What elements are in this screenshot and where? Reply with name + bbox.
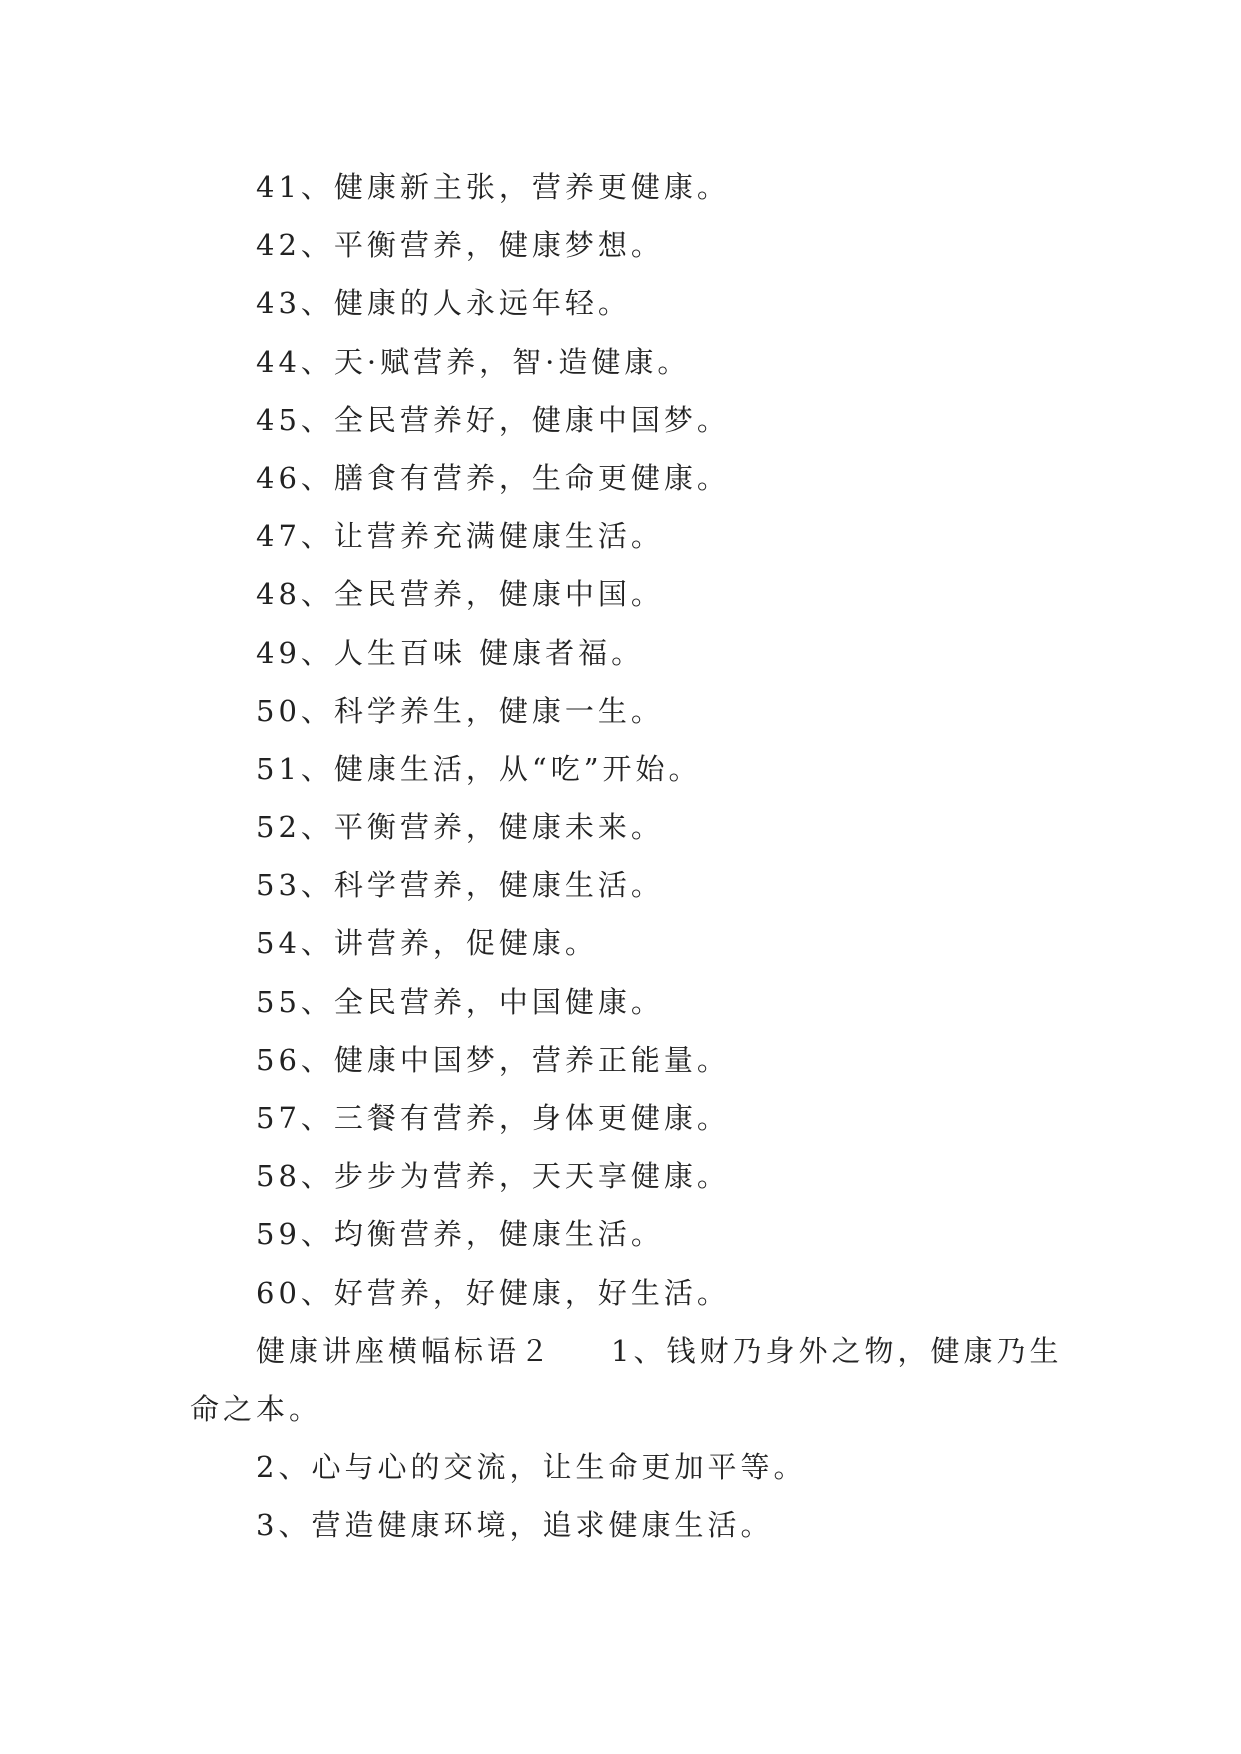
slogan-line: 49、人生百味 健康者福。	[256, 635, 645, 670]
slogan-line: 43、健康的人永远年轻。	[256, 286, 631, 321]
slogan-line: 60、好营养，好健康，好生活。	[256, 1275, 730, 1310]
document-body	[190, 158, 1065, 1555]
slogan-line: 44、天·赋营养，智·造健康。	[256, 344, 691, 379]
slogan-line: 52、平衡营养，健康未来。	[256, 810, 664, 845]
section-heading: 健康讲座横幅标语２	[256, 1333, 554, 1368]
slogan-line: 45、全民营养好，健康中国梦。	[256, 402, 730, 437]
slogan-line: 56、健康中国梦，营养正能量。	[256, 1042, 730, 1077]
slogan-line: 59、均衡营养，健康生活。	[256, 1217, 664, 1252]
slogan-line: 42、平衡营养，健康梦想。	[256, 228, 664, 263]
section-first-item: 1、钱财乃身外之物，健康乃生命之本。	[190, 1333, 1063, 1426]
slogan-line: 46、膳食有营养，生命更健康。	[256, 460, 730, 495]
section-paragraph	[190, 1322, 1065, 1438]
slogan-line: 51、健康生活，从“吃”开始。	[256, 751, 702, 786]
slogan-line: 47、让营养充满健康生活。	[256, 519, 664, 554]
slogan-line: 48、全民营养，健康中国。	[256, 577, 664, 612]
slogan-line: 57、三餐有营养，身体更健康。	[256, 1101, 730, 1135]
slogan-line: 50、科学养生，健康一生。	[256, 693, 664, 728]
slogan-line: 55、全民营养，中国健康。	[256, 984, 664, 1019]
slogan-line: 3、营造健康环境，追求健康生活。	[256, 1508, 774, 1543]
slogan-line: 41、健康新主张，营养更健康。	[256, 170, 730, 204]
slogan-line: 58、步步为营养，天天享健康。	[256, 1159, 730, 1194]
slogan-line: 2、心与心的交流，让生命更加平等。	[256, 1450, 807, 1485]
slogan-line: 53、科学营养，健康生活。	[256, 868, 664, 903]
slogan-line: 54、讲营养，促健康。	[256, 926, 598, 961]
